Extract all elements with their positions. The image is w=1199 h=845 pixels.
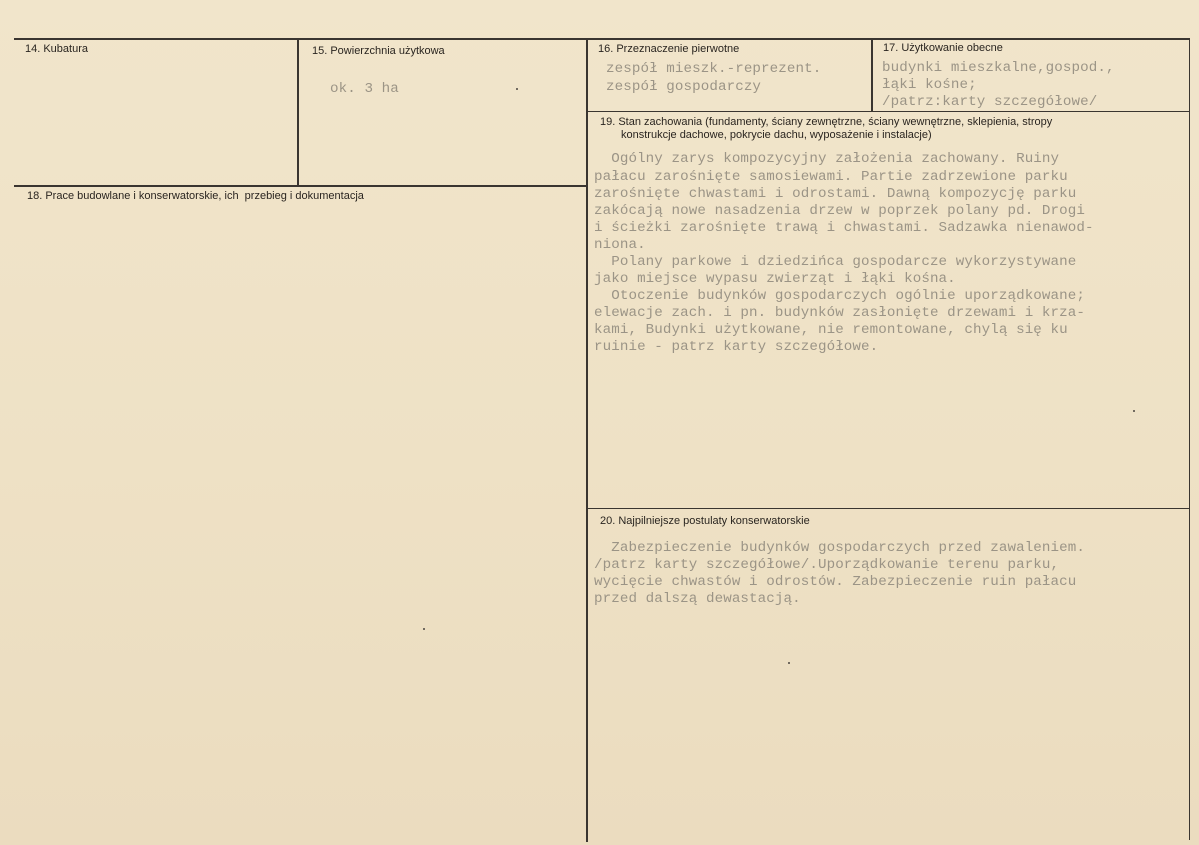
rule-under-14-15 bbox=[14, 185, 588, 187]
divider-15-16 bbox=[586, 40, 588, 842]
field-15-label: 15. Powierzchnia użytkowa bbox=[312, 45, 445, 57]
field-15-value: ok. 3 ha bbox=[330, 81, 399, 97]
rule-above-20 bbox=[588, 508, 1190, 509]
field-20-line-2: /patrz karty szczegółowe/.Uporządkowanie terenu parku, bbox=[594, 557, 1060, 573]
field-19-line-12: ruinie - patrz karty szczegółowe. bbox=[594, 339, 879, 355]
field-14-label: 14. Kubatura bbox=[25, 43, 88, 55]
paper-speck bbox=[423, 628, 425, 630]
field-17-line-1: budynki mieszkalne,gospod., bbox=[882, 60, 1115, 76]
field-19-line-8: jako miejsce wypasu zwierząt i łąki kośna. bbox=[594, 271, 956, 287]
field-19-line-3: zarośnięte chwastami i odrostami. Dawną kompozycję parku bbox=[594, 186, 1077, 202]
top-rule bbox=[14, 38, 1190, 40]
paper-speck bbox=[1133, 410, 1135, 412]
field-16-line-2: zespół gospodarczy bbox=[606, 79, 762, 95]
field-17-label: 17. Użytkowanie obecne bbox=[883, 42, 1003, 54]
field-18-label: 18. Prace budowlane i konserwatorskie, ich przebieg i dokumentacja bbox=[27, 190, 364, 202]
field-19-line-11: kami, Budynki użytkowane, nie remontowane, chylą się ku bbox=[594, 322, 1068, 338]
field-19-line-5: i ścieżki zarośnięte trawą i chwastami. Sadzawka nienawod- bbox=[594, 220, 1094, 236]
field-20-line-3: wycięcie chwastów i odrostów. Zabezpieczenie ruin pałacu bbox=[594, 574, 1077, 590]
divider-16-17 bbox=[871, 40, 873, 112]
field-19-label-line-1: 19. Stan zachowania (fundamenty, ściany zewnętrzne, ściany wewnętrzne, sklepienia, stropy bbox=[600, 116, 1053, 128]
field-19-line-9: Otoczenie budynków gospodarczych ogólnie uporządkowane; bbox=[594, 288, 1085, 304]
field-16-line-1: zespół mieszk.-reprezent. bbox=[606, 61, 822, 77]
field-19-line-10: elewacje zach. i pn. budynków zasłonięte drzewami i krza- bbox=[594, 305, 1085, 321]
divider-14-15 bbox=[297, 40, 299, 185]
field-20-line-1: Zabezpieczenie budynków gospodarczych przed zawaleniem. bbox=[594, 540, 1085, 556]
field-19-line-7: Polany parkowe i dziedzińca gospodarcze wykorzystywane bbox=[594, 254, 1077, 270]
right-border bbox=[1189, 40, 1190, 840]
paper-speck bbox=[788, 662, 790, 664]
field-19-line-2: pałacu zarośnięte samosiewami. Partie zadrzewione parku bbox=[594, 169, 1068, 185]
field-19-label-line-2: konstrukcje dachowe, pokrycie dachu, wyposażenie i instalacje) bbox=[621, 129, 932, 141]
field-20-line-4: przed dalszą dewastacją. bbox=[594, 591, 801, 607]
paper-speck bbox=[516, 88, 518, 90]
field-19-line-1: Ogólny zarys kompozycyjny założenia zachowany. Ruiny bbox=[594, 151, 1060, 167]
field-19-line-4: zakócają nowe nasadzenia drzew w poprzek polany pd. Drogi bbox=[594, 203, 1085, 219]
field-19-line-6: niona. bbox=[594, 237, 646, 253]
field-16-label: 16. Przeznaczenie pierwotne bbox=[598, 43, 740, 55]
field-17-line-3: /patrz:karty szczegółowe/ bbox=[882, 94, 1098, 110]
field-17-line-2: łąki kośne; bbox=[882, 77, 977, 93]
field-20-label: 20. Najpilniejsze postulaty konserwatorskie bbox=[600, 515, 810, 527]
